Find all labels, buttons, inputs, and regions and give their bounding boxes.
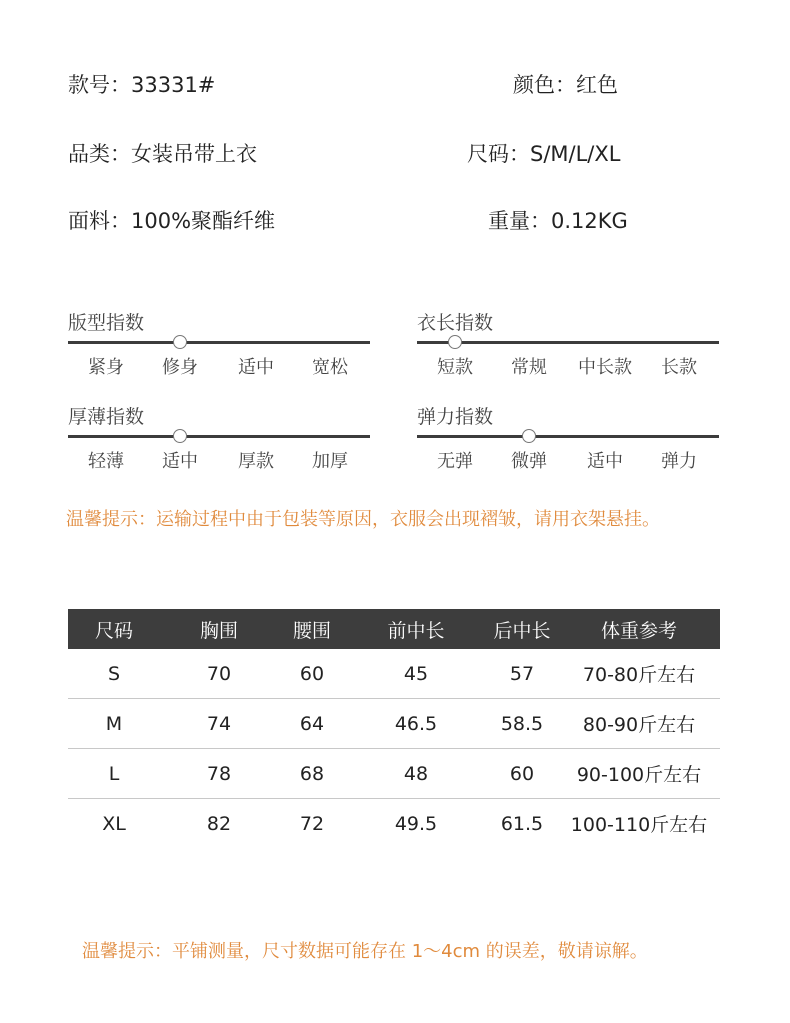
table-cell: 82: [206, 812, 232, 835]
fit-index-title: 版型指数: [68, 312, 145, 334]
table-cell: 46.5: [346, 699, 486, 749]
stretch-option: 适中: [587, 451, 623, 472]
weight-info: 重量：0.12KG: [488, 209, 628, 233]
fit-index-marker: [173, 335, 187, 349]
stretch-index-track: [417, 435, 719, 438]
length-option: 中长款: [578, 357, 632, 378]
length-option: 短款: [437, 357, 473, 378]
size-table: [68, 609, 720, 848]
length-index-track: [417, 341, 719, 344]
color-info: 颜色：红色: [513, 73, 618, 97]
table-row: [68, 699, 720, 749]
table-row: [68, 649, 720, 699]
fit-option: 修身: [162, 357, 198, 378]
header-bust: 胸围: [199, 619, 238, 642]
table-row: [68, 799, 720, 849]
header-size: 尺码: [94, 619, 133, 642]
header-waist: 腰围: [292, 619, 331, 642]
stretch-option: 无弹: [437, 451, 473, 472]
table-cell: S: [68, 649, 160, 699]
table-cell: 78: [160, 749, 278, 799]
size-info: 尺码：S/M/L/XL: [467, 142, 621, 166]
header-front-length: 前中长: [387, 619, 445, 642]
fit-option: 宽松: [312, 357, 348, 378]
table-cell: 48: [346, 749, 486, 799]
shipping-tip: 温馨提示：运输过程中由于包装等原因，衣服会出现褶皱，请用衣架悬挂。: [66, 509, 660, 530]
table-cell: 58.5: [486, 699, 558, 749]
thickness-index-title: 厚薄指数: [68, 406, 145, 428]
fit-option: 适中: [238, 357, 274, 378]
table-cell: 90-100斤左右: [558, 749, 720, 799]
header-weight-ref: 体重参考: [600, 619, 677, 642]
thickness-option: 加厚: [312, 451, 348, 472]
length-option: 常规: [511, 357, 547, 378]
thickness-option: 厚款: [238, 451, 274, 472]
table-cell: L: [68, 749, 160, 799]
length-option: 长款: [661, 357, 697, 378]
table-cell: XL: [102, 812, 126, 835]
length-index-title: 衣长指数: [417, 312, 494, 334]
header-back-length: 后中长: [493, 619, 551, 642]
table-cell: 72: [299, 812, 325, 835]
table-cell: 45: [346, 649, 486, 699]
stretch-option: 微弹: [511, 451, 547, 472]
table-cell: 70: [160, 649, 278, 699]
table-cell: 60: [278, 649, 346, 699]
table-cell: M: [68, 699, 160, 749]
measurement-tip: 温馨提示：平铺测量，尺寸数据可能存在 1～4cm 的误差，敬请谅解。: [82, 941, 648, 962]
thickness-index-marker: [173, 429, 187, 443]
table-cell: 68: [278, 749, 346, 799]
table-cell: 80-90斤左右: [558, 699, 720, 749]
stretch-index-marker: [522, 429, 536, 443]
table-cell: 70-80斤左右: [558, 649, 720, 699]
thickness-option: 轻薄: [88, 451, 124, 472]
stretch-option: 弹力: [661, 451, 697, 472]
table-cell: 60: [486, 749, 558, 799]
fit-option: 紧身: [88, 357, 124, 378]
table-cell: 61.5: [500, 812, 544, 835]
style-number: 款号：33331#: [68, 73, 216, 97]
stretch-index-title: 弹力指数: [417, 406, 494, 428]
table-cell: 64: [278, 699, 346, 749]
table-cell: 100-110斤左右: [570, 814, 708, 836]
thickness-index-track: [68, 435, 370, 438]
size-table-header: [68, 609, 720, 649]
thickness-option: 适中: [162, 451, 198, 472]
category-info: 品类：女装吊带上衣: [68, 142, 257, 166]
length-index-marker: [448, 335, 462, 349]
table-row: [68, 749, 720, 799]
table-cell: 57: [486, 649, 558, 699]
fabric-info: 面料：100%聚酯纤维: [68, 209, 276, 233]
table-cell: 74: [160, 699, 278, 749]
fit-index-track: [68, 341, 370, 344]
table-cell: 49.5: [394, 812, 438, 835]
